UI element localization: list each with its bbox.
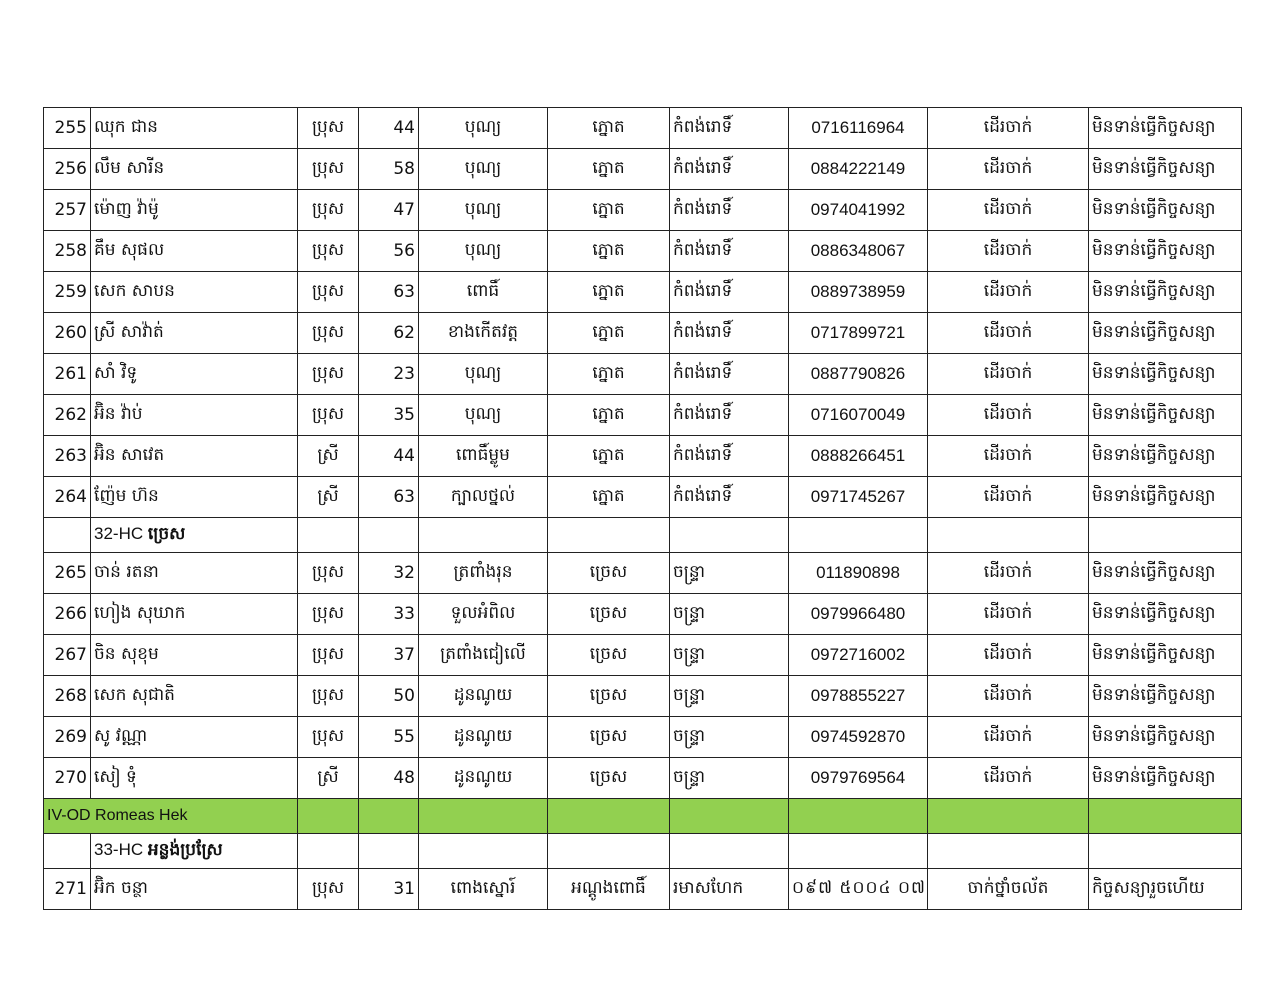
cell-travel: ដើរចាក់ (928, 231, 1089, 272)
patient-table (43, 107, 1242, 910)
cell-no: 266 (44, 594, 91, 635)
cell-village: ពោធិ៍ (419, 272, 548, 313)
cell-sex: ប្រុស (298, 869, 359, 910)
cell-village: បុណ្យ (419, 108, 548, 149)
cell-commune: ច្រេស (548, 676, 670, 717)
cell-status: មិនទាន់ធ្វើកិច្ចសន្យា (1089, 758, 1242, 799)
cell-phone: 0888266451 (789, 436, 928, 477)
group-name: ច្រេស (147, 523, 186, 544)
cell-no: 269 (44, 717, 91, 758)
cell-village: ក្បាលថ្នល់ (419, 477, 548, 518)
group-label (91, 834, 298, 869)
cell-no: 268 (44, 676, 91, 717)
table-row (44, 553, 1242, 594)
cell-commune: ច្រេស (548, 553, 670, 594)
table-row (44, 108, 1242, 149)
table-body (44, 108, 1242, 910)
cell-status: មិនទាន់ធ្វើកិច្ចសន្យា (1089, 149, 1242, 190)
cell-status: មិនទាន់ធ្វើកិច្ចសន្យា (1089, 594, 1242, 635)
cell-sex: ស្រី (298, 758, 359, 799)
cell-commune: ភ្នោត (548, 231, 670, 272)
group-row (44, 834, 1242, 869)
cell-name: សូ វណ្ណា (91, 717, 298, 758)
cell-age: 50 (359, 676, 419, 717)
cell-commune: ភ្នោត (548, 149, 670, 190)
cell-age: 23 (359, 354, 419, 395)
cell-status: មិនទាន់ធ្វើកិច្ចសន្យា (1089, 676, 1242, 717)
cell-village: បុណ្យ (419, 395, 548, 436)
cell-travel: ដើរចាក់ (928, 108, 1089, 149)
cell-hc: រមាសហែក (670, 869, 789, 910)
cell-status: មិនទាន់ធ្វើកិច្ចសន្យា (1089, 190, 1242, 231)
cell-hc: កំពង់រោទិ៍ (670, 108, 789, 149)
cell-name: អ៊ិន សាវេត (91, 436, 298, 477)
cell-age: 35 (359, 395, 419, 436)
cell-phone: 0971745267 (789, 477, 928, 518)
cell-hc: ចន្ទ្រា (670, 717, 789, 758)
cell-name: ហៀង សុឃាក (91, 594, 298, 635)
cell-phone: 0974041992 (789, 190, 928, 231)
cell-travel: ដើរចាក់ (928, 553, 1089, 594)
od-header-row (44, 799, 1242, 834)
cell-name: សេក សុជាតិ (91, 676, 298, 717)
cell-name: សេក សាបន (91, 272, 298, 313)
cell-sex: ប្រុស (298, 272, 359, 313)
cell-village: បុណ្យ (419, 231, 548, 272)
table-row (44, 190, 1242, 231)
cell-phone: 0972716002 (789, 635, 928, 676)
cell-name: គឹម សុផល (91, 231, 298, 272)
cell-status: មិនទាន់ធ្វើកិច្ចសន្យា (1089, 717, 1242, 758)
cell-travel: ចាក់ថ្នាំចល័ត (928, 869, 1089, 910)
cell-name: សៀ ទុំ (91, 758, 298, 799)
cell-village: បុណ្យ (419, 354, 548, 395)
cell-hc: ចន្ទ្រា (670, 758, 789, 799)
cell-hc: កំពង់រោទិ៍ (670, 231, 789, 272)
cell-village: ពោងស្នោរ៍ (419, 869, 548, 910)
cell-name: លឹម សារីន (91, 149, 298, 190)
cell-hc: កំពង់រោទិ៍ (670, 313, 789, 354)
cell-travel: ដើរចាក់ (928, 149, 1089, 190)
group-code: 33-HC (94, 839, 144, 859)
cell-age: 58 (359, 149, 419, 190)
cell-no: 270 (44, 758, 91, 799)
cell-age: 31 (359, 869, 419, 910)
cell-no: 255 (44, 108, 91, 149)
cell-commune: ភ្នោត (548, 477, 670, 518)
cell-age: 47 (359, 190, 419, 231)
cell-hc: កំពង់រោទិ៍ (670, 190, 789, 231)
cell-no: 260 (44, 313, 91, 354)
cell-phone: 0979769564 (789, 758, 928, 799)
cell-phone: 011890898 (789, 553, 928, 594)
cell-commune: ច្រេស (548, 758, 670, 799)
table-row (44, 594, 1242, 635)
cell-no: 261 (44, 354, 91, 395)
cell-name: សាំ វិទូ (91, 354, 298, 395)
cell-sex: ប្រុស (298, 354, 359, 395)
cell-commune: ភ្នោត (548, 395, 670, 436)
cell-sex: ប្រុស (298, 231, 359, 272)
cell-sex: ស្រី (298, 477, 359, 518)
group-label (91, 518, 298, 553)
cell-hc: កំពង់រោទិ៍ (670, 354, 789, 395)
cell-phone: 0887790826 (789, 354, 928, 395)
cell-sex: ប្រុស (298, 594, 359, 635)
cell-name: អ៊ិក ចន្ថា (91, 869, 298, 910)
cell-no: 264 (44, 477, 91, 518)
cell-no: 262 (44, 395, 91, 436)
cell-hc: កំពង់រោទិ៍ (670, 436, 789, 477)
cell-age: 55 (359, 717, 419, 758)
cell-status: មិនទាន់ធ្វើកិច្ចសន្យា (1089, 354, 1242, 395)
cell-no: 265 (44, 553, 91, 594)
cell-phone: 0974592870 (789, 717, 928, 758)
cell-village: ដូនណូយ (419, 758, 548, 799)
cell-hc: ចន្ទ្រា (670, 635, 789, 676)
group-row (44, 518, 1242, 553)
cell-age: 44 (359, 108, 419, 149)
cell-age: 63 (359, 477, 419, 518)
table-row (44, 676, 1242, 717)
cell-hc: ចន្ទ្រា (670, 676, 789, 717)
cell-village: ពោធិ៍ម្លូម (419, 436, 548, 477)
cell-hc: កំពង់រោទិ៍ (670, 272, 789, 313)
group-code: 32-HC (94, 523, 144, 543)
cell-name: អ៊ិន វ៉ាប់ (91, 395, 298, 436)
cell-commune: ច្រេស (548, 635, 670, 676)
cell-phone: 0978855227 (789, 676, 928, 717)
table-row (44, 717, 1242, 758)
cell-phone: 0716116964 (789, 108, 928, 149)
cell-status: មិនទាន់ធ្វើកិច្ចសន្យា (1089, 272, 1242, 313)
cell-travel: ដើរចាក់ (928, 272, 1089, 313)
cell-commune: ភ្នោត (548, 313, 670, 354)
cell-status: មិនទាន់ធ្វើកិច្ចសន្យា (1089, 436, 1242, 477)
cell-phone: ០៩៧ ៥០០៤ ០៧ (789, 869, 928, 910)
cell-travel: ដើរចាក់ (928, 635, 1089, 676)
table-row (44, 231, 1242, 272)
cell-travel: ដើរចាក់ (928, 313, 1089, 354)
cell-age: 63 (359, 272, 419, 313)
table-row (44, 149, 1242, 190)
table-row (44, 869, 1242, 910)
table-row (44, 354, 1242, 395)
table-row (44, 635, 1242, 676)
cell-no: 257 (44, 190, 91, 231)
cell-age: 44 (359, 436, 419, 477)
cell-no: 267 (44, 635, 91, 676)
cell-phone: 0884222149 (789, 149, 928, 190)
cell-village: ដូនណូយ (419, 717, 548, 758)
cell-sex: ប្រុស (298, 553, 359, 594)
cell-age: 56 (359, 231, 419, 272)
od-header: IV-OD Romeas Hek (44, 799, 298, 834)
cell-commune: ច្រេស (548, 594, 670, 635)
cell-commune: ភ្នោត (548, 108, 670, 149)
cell-sex: ប្រុស (298, 395, 359, 436)
cell-sex: ប្រុស (298, 190, 359, 231)
cell-name: ស្រី សាវ៉ាត់ (91, 313, 298, 354)
cell-age: 33 (359, 594, 419, 635)
cell-status: មិនទាន់ធ្វើកិច្ចសន្យា (1089, 553, 1242, 594)
cell-village: ត្រពាំងរុន (419, 553, 548, 594)
cell-status: មិនទាន់ធ្វើកិច្ចសន្យា (1089, 231, 1242, 272)
cell-sex: ប្រុស (298, 108, 359, 149)
cell-commune: អណ្ដូងពោធិ៍ (548, 869, 670, 910)
cell-status: មិនទាន់ធ្វើកិច្ចសន្យា (1089, 635, 1242, 676)
cell-travel: ដើរចាក់ (928, 717, 1089, 758)
cell-hc: ចន្ទ្រា (670, 553, 789, 594)
cell-commune: ភ្នោត (548, 436, 670, 477)
cell-age: 48 (359, 758, 419, 799)
cell-village: ខាងកើតវត្ត (419, 313, 548, 354)
cell-commune: ភ្នោត (548, 354, 670, 395)
cell-hc: កំពង់រោទិ៍ (670, 149, 789, 190)
cell-no: 259 (44, 272, 91, 313)
cell-age: 62 (359, 313, 419, 354)
cell-travel: ដើរចាក់ (928, 395, 1089, 436)
table-row (44, 272, 1242, 313)
cell-age: 32 (359, 553, 419, 594)
cell-name: ឈុក ជាន (91, 108, 298, 149)
cell-phone: 0886348067 (789, 231, 928, 272)
cell-sex: ប្រុស (298, 676, 359, 717)
cell-commune: ភ្នោត (548, 272, 670, 313)
cell-sex: ស្រី (298, 436, 359, 477)
cell-travel: ដើរចាក់ (928, 354, 1089, 395)
table-row (44, 758, 1242, 799)
cell-village: ទួលអំពិល (419, 594, 548, 635)
cell-sex: ប្រុស (298, 149, 359, 190)
cell-age: 37 (359, 635, 419, 676)
cell-village: បុណ្យ (419, 190, 548, 231)
cell-phone: 0979966480 (789, 594, 928, 635)
group-name: អន្លង់ប្រស្រែ (147, 839, 223, 860)
cell-status: កិច្ចសន្យារួចហើយ (1089, 869, 1242, 910)
cell-travel: ដើរចាក់ (928, 676, 1089, 717)
cell-name: ញ៉ែម ហ៊ន (91, 477, 298, 518)
cell-commune: ភ្នោត (548, 190, 670, 231)
cell-hc: កំពង់រោទិ៍ (670, 477, 789, 518)
cell-sex: ប្រុស (298, 313, 359, 354)
cell-travel: ដើរចាក់ (928, 758, 1089, 799)
cell-village: ដូនណូយ (419, 676, 548, 717)
cell-name: ចិន សុខុម (91, 635, 298, 676)
cell-status: មិនទាន់ធ្វើកិច្ចសន្យា (1089, 477, 1242, 518)
cell-travel: ដើរចាក់ (928, 477, 1089, 518)
cell-travel: ដើរចាក់ (928, 190, 1089, 231)
cell-sex: ប្រុស (298, 635, 359, 676)
table-row (44, 313, 1242, 354)
cell-phone: 0717899721 (789, 313, 928, 354)
cell-no: 258 (44, 231, 91, 272)
cell-status: មិនទាន់ធ្វើកិច្ចសន្យា (1089, 313, 1242, 354)
cell-status: មិនទាន់ធ្វើកិច្ចសន្យា (1089, 108, 1242, 149)
cell-village: បុណ្យ (419, 149, 548, 190)
cell-name: ចាន់ រតនា (91, 553, 298, 594)
cell-sex: ប្រុស (298, 717, 359, 758)
table-row (44, 395, 1242, 436)
cell-travel: ដើរចាក់ (928, 594, 1089, 635)
cell-village: ត្រពាំងជៀលើ (419, 635, 548, 676)
cell-commune: ច្រេស (548, 717, 670, 758)
cell-status: មិនទាន់ធ្វើកិច្ចសន្យា (1089, 395, 1242, 436)
cell-no: 256 (44, 149, 91, 190)
cell-phone: 0716070049 (789, 395, 928, 436)
cell-phone: 0889738959 (789, 272, 928, 313)
cell-no: 263 (44, 436, 91, 477)
cell-hc: កំពង់រោទិ៍ (670, 395, 789, 436)
table-row (44, 436, 1242, 477)
cell-hc: ចន្ទ្រា (670, 594, 789, 635)
cell-travel: ដើរចាក់ (928, 436, 1089, 477)
cell-no: 271 (44, 869, 91, 910)
cell-name: ម៉ោញ វ៉ាម៉ូ (91, 190, 298, 231)
table-row (44, 477, 1242, 518)
